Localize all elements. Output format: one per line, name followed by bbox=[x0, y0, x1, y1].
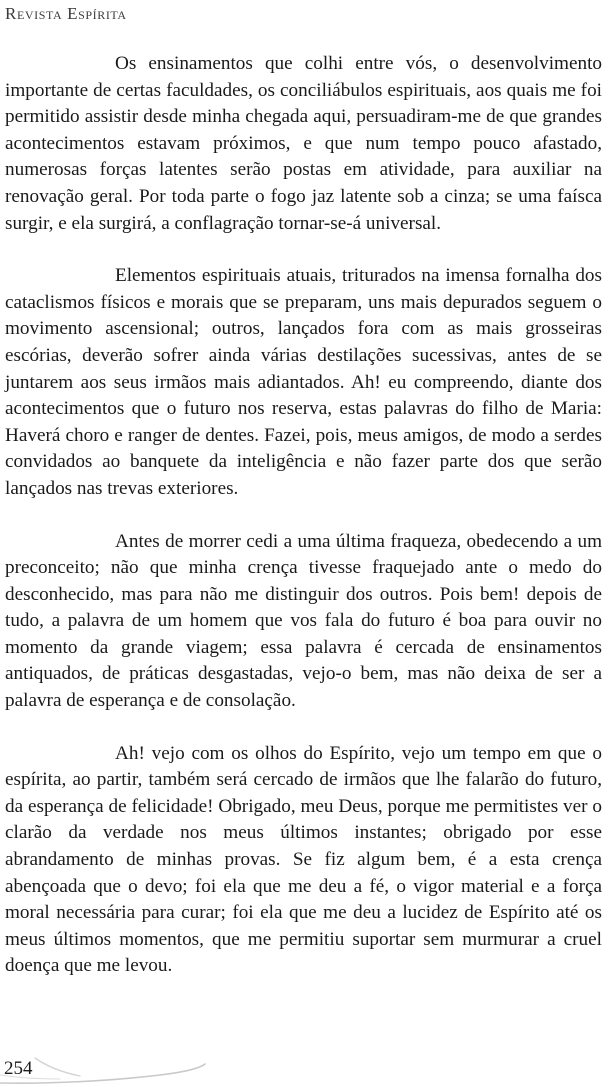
body-paragraph-3: Antes de morrer cedi a uma última fraqueza, obedecendo a um preconceito; não que minha crença tivesse fraquejado ante o medo do desconhecido, mas para não me distinguir dos outros. Pois bem! depois de tudo, a palavra de um homem que vos fala do futuro é boa para ouvir no momento da grande viagem; essa palavra é cercada de ensinamentos antiquados, de práticas desgastadas, vejo-o bem, mas não deixa de ser a palavra de esperança e de consolação. bbox=[5, 530, 602, 712]
body-paragraph-4: Ah! vejo com os olhos do Espírito, vejo um tempo em que o espírita, ao partir, também será cercado de irmãos que lhe falarão do futuro, da esperança de felicidade! Obrigado, meu Deus, porque me permitistes ver o clarão da verdade nos meus últimos instantes; obrigado por esse abrandamento de minhas provas. Se fiz algum bem, é a esta crença abençoada que o devo; foi ela que me deu a fé, o vigor material e a força moral necessária para curar; foi ela que me deu a lucidez de Espírito até os meus últimos momentos, que me permitiu suportar sem murmurar a cruel doença que me levou. bbox=[5, 742, 602, 977]
page-footer bbox=[0, 1045, 611, 1087]
running-head-title: Revista Espírita bbox=[5, 4, 127, 23]
page-body bbox=[5, 51, 602, 980]
decorative-swoosh-icon bbox=[0, 1045, 240, 1087]
body-paragraph-2: Elementos espirituais atuais, triturados na imensa fornalha dos cataclismos físicos e morais que se preparam, uns mais depurados seguem o movimento ascensional; outros, lançados fora com as mais grosseiras escórias, deverão sofrer ainda várias destilações sucessivas, antes de se juntarem aos seus irmãos mais adiantados. Ah! eu compreendo, diante dos acontecimentos que o futuro nos reserva, estas palavras do filho de Maria: Haverá choro e ranger de dentes. Fazei, pois, meus amigos, de modo a serdes convidados ao banquete da inteligência e não fazer parte dos que serão lançados nas trevas exteriores. bbox=[5, 265, 602, 499]
body-paragraph-1: Os ensinamentos que colhi entre vós, o desenvolvimento importante de certas faculdades, os conciliábulos espirituais, aos quais me foi permitido assistir desde minha chegada aqui, persuadiram-me de que grandes acontecimentos estavam próximos, e que num tempo pouco afastado, numerosas forças latentes serão postas em atividade, para auxiliar na renovação geral. Por toda parte o fogo jaz latente sob a cinza; se uma faísca surgir, e ela surgirá, a conflagração tornar-se-á universal. bbox=[5, 53, 602, 234]
page-number: 254 bbox=[4, 1058, 33, 1079]
